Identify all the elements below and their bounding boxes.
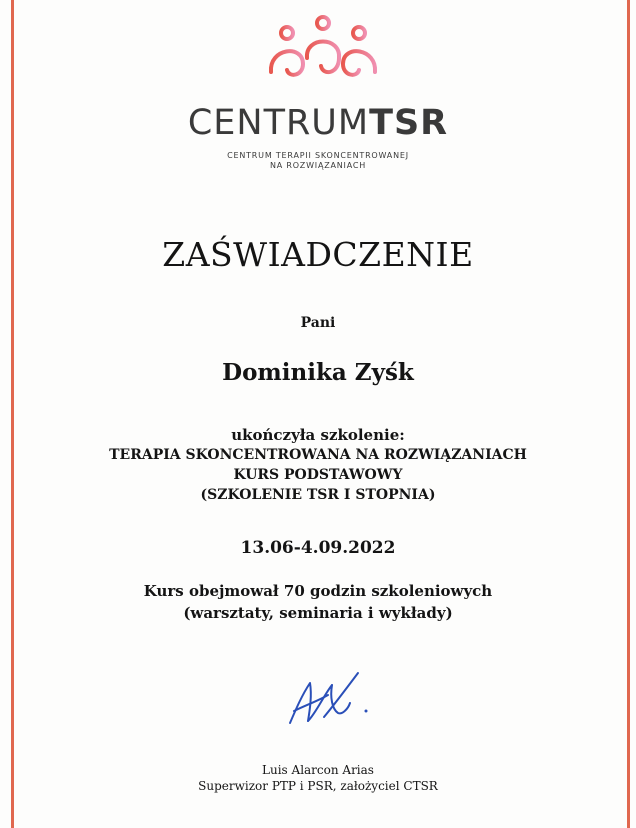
three-people-icon bbox=[263, 14, 383, 84]
brand-subtitle-line1: CENTRUM TERAPII SKONCENTROWANEJ bbox=[227, 151, 409, 160]
course-line-2: KURS PODSTAWOWY bbox=[233, 467, 403, 483]
brand-subtitle-line2: NA ROZWIĄZANIACH bbox=[269, 161, 367, 170]
course-line-3: (SZKOLENIE TSR I STOPNIA) bbox=[200, 487, 436, 503]
brand-name bbox=[0, 103, 636, 143]
brand-subtitle bbox=[0, 151, 636, 171]
salutation: Pani bbox=[300, 315, 336, 331]
completed-intro: ukończyła szkolenie: bbox=[231, 426, 405, 444]
signatory-name: Luis Alarcon Arias bbox=[262, 763, 374, 777]
brand-name-light: CENTRUM bbox=[187, 103, 370, 143]
signatory-role: Superwizor PTP i PSR, założyciel CTSR bbox=[198, 779, 438, 793]
certificate-title: ZAŚWIADCZENIE bbox=[162, 235, 474, 274]
brand-name-bold: TSR bbox=[369, 103, 449, 143]
course-line-1: TERAPIA SKONCENTROWANA NA ROZWIĄZANIACH bbox=[109, 447, 527, 463]
hours-line-1: Kurs obejmował 70 godzin szkoleniowych bbox=[143, 582, 493, 600]
course-dates: 13.06-4.09.2022 bbox=[240, 538, 396, 558]
hours-line-2: (warsztaty, seminaria i wykłady) bbox=[183, 604, 453, 622]
signature-image bbox=[280, 665, 380, 730]
recipient-name: Dominika Zyśk bbox=[222, 359, 414, 386]
